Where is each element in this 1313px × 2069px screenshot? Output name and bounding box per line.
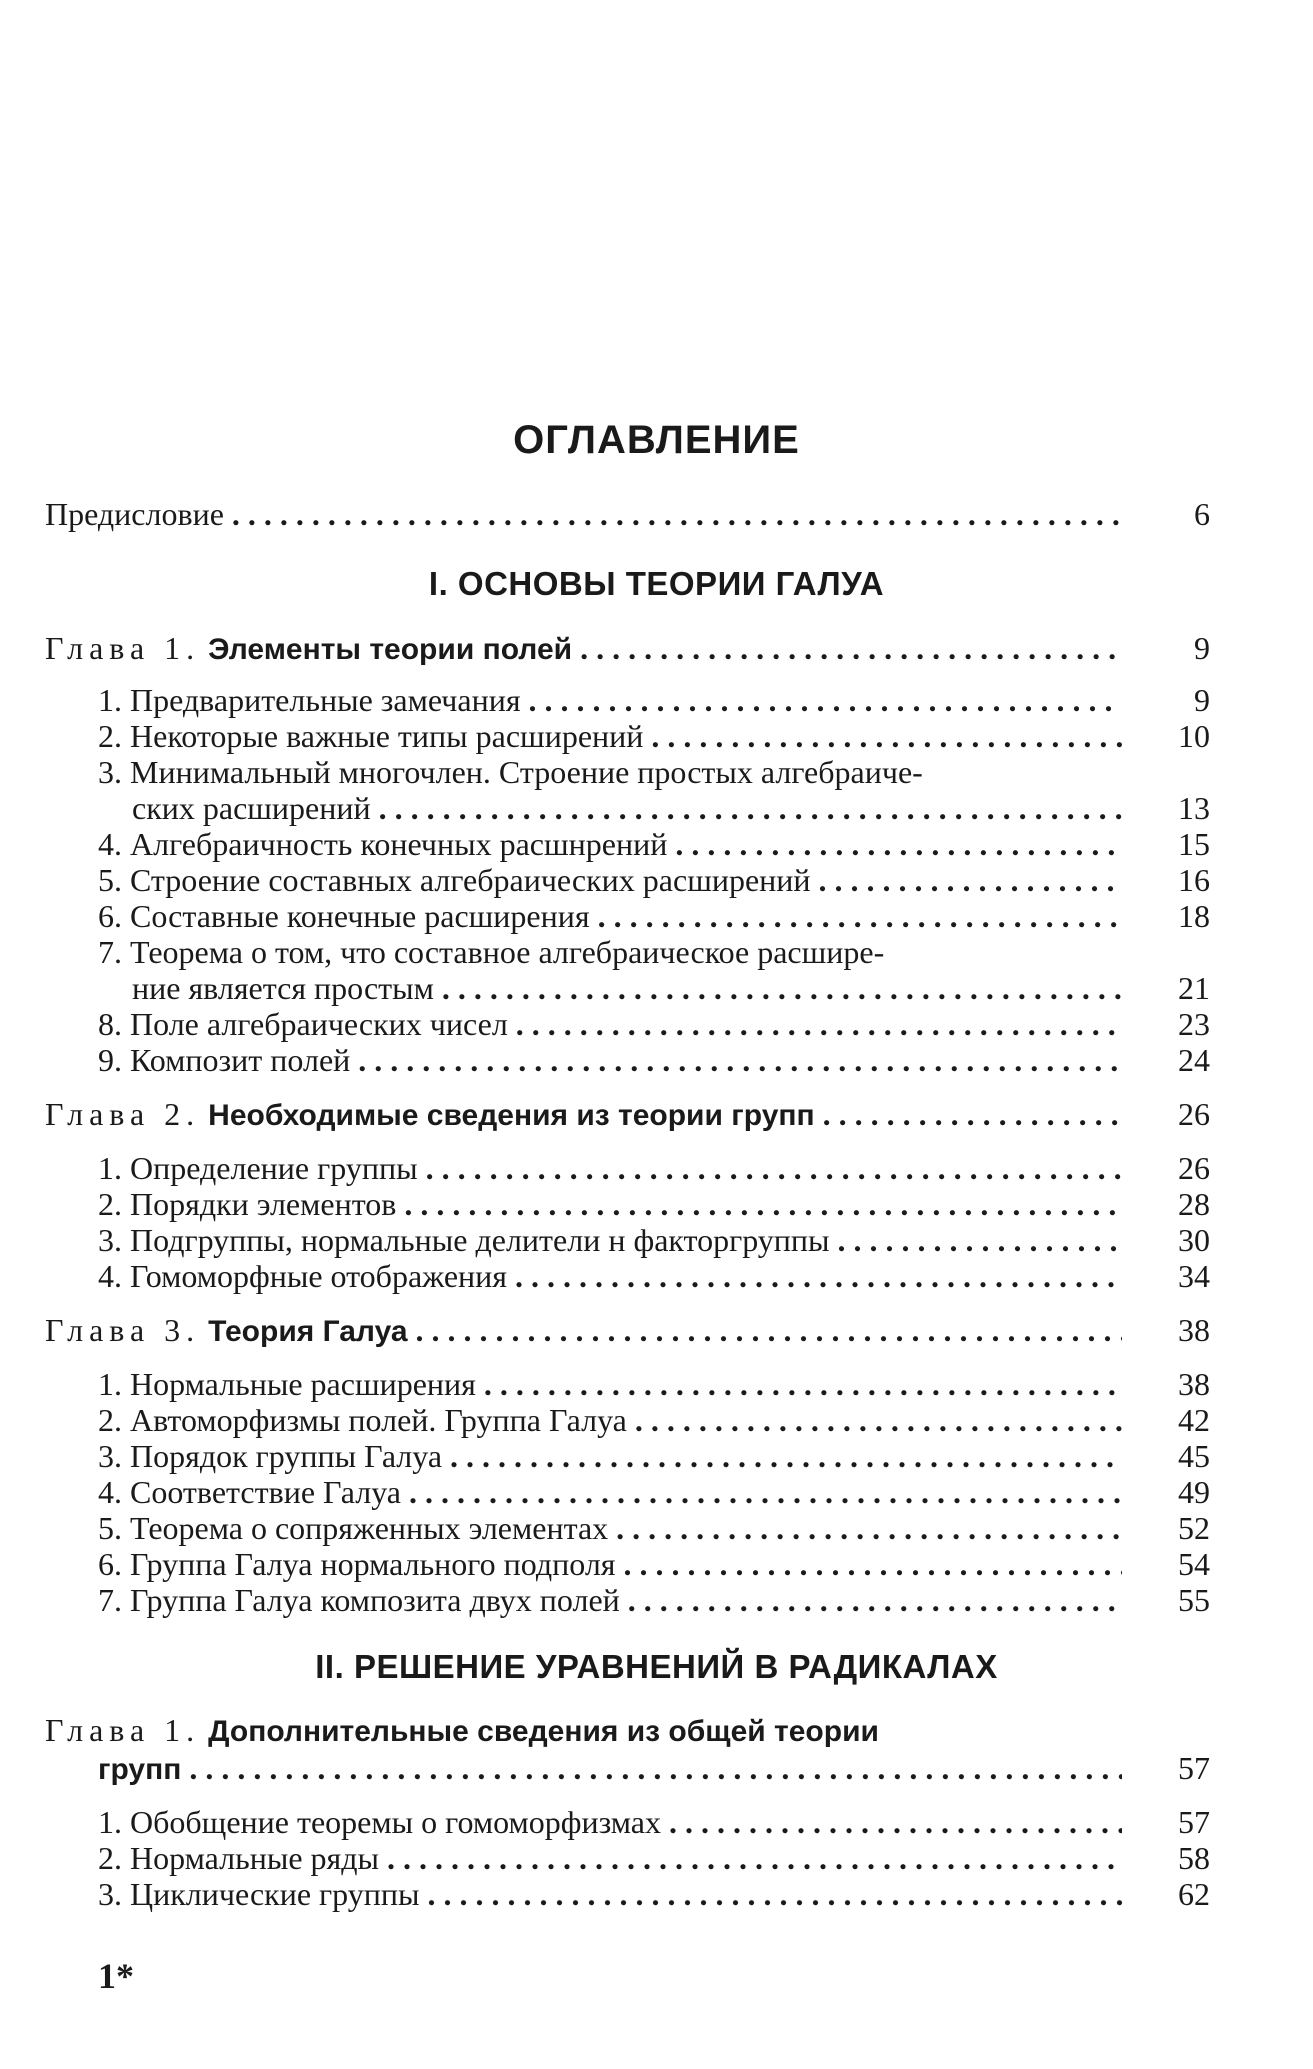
dot-leader (624, 1546, 1123, 1583)
toc-entry-label: 2. Порядки элементов (98, 1186, 397, 1222)
toc-entry-label: 1. Определение группы (98, 1150, 418, 1186)
toc-page-number: 58 (1178, 1840, 1210, 1876)
chapter-prefix: Глава 1. (45, 630, 201, 666)
toc-page-number: 49 (1178, 1474, 1210, 1510)
page-folio: 1* (98, 1956, 134, 1996)
dot-leader (838, 1222, 1122, 1259)
toc-page-number: 30 (1178, 1222, 1210, 1258)
toc-entry[interactable] (98, 826, 1130, 862)
toc-entry[interactable] (132, 970, 1130, 1006)
chapter-prefix: Глава 2. (45, 1096, 201, 1132)
chapter-title: Необходимые сведения из теории групп (208, 1099, 815, 1132)
toc-page-number: 15 (1178, 826, 1210, 862)
chapter-title: Дополнительные сведения из общей теории (208, 1715, 879, 1748)
dot-leader (409, 1474, 1122, 1511)
toc-entry-label: 8. Поле алгебраических чисел (98, 1006, 508, 1042)
toc-entry-label-continued: ние является простым (132, 970, 434, 1006)
toc-entry[interactable] (98, 718, 1130, 754)
toc-entry-label: 5. Теорема о сопряженных элементах (98, 1510, 609, 1546)
toc-page-number: 38 (1178, 1366, 1210, 1402)
toc-chapter[interactable] (45, 1312, 1130, 1348)
dot-leader (442, 970, 1122, 1007)
dot-leader (404, 1186, 1122, 1223)
toc-entry[interactable] (98, 898, 1130, 934)
toc-entry-label: 3. Циклические группы (98, 1876, 420, 1912)
page-title: ОГЛАВЛЕНИЕ (513, 418, 800, 462)
dot-leader (416, 1312, 1122, 1349)
toc-entry[interactable] (98, 1402, 1130, 1438)
toc-entry-label: 3. Минимальный многочлен. Строение простых алгебраиче- (98, 754, 923, 790)
toc-entry-label: 4. Гомоморфные отображения (98, 1258, 508, 1294)
toc-page-number: 24 (1178, 1042, 1210, 1078)
toc-page-number: 21 (1178, 970, 1210, 1006)
toc-entry-label: 7. Группа Галуа композита двух полей (98, 1582, 620, 1618)
dot-leader (819, 862, 1122, 899)
dot-leader (484, 1366, 1122, 1403)
toc-page-number: 57 (1178, 1804, 1210, 1840)
dot-leader (450, 1438, 1122, 1475)
toc-entry-label-continued: ских расширений (132, 790, 371, 826)
toc-chapter[interactable] (45, 630, 1130, 666)
toc-entry-label: 9. Композит полей (98, 1042, 351, 1078)
toc-page-number: 26 (1178, 1096, 1210, 1132)
dot-leader (635, 1402, 1122, 1439)
dot-leader (189, 1750, 1122, 1787)
chapter-prefix: Глава 3. (45, 1312, 201, 1348)
toc-entry-label: 2. Нормальные ряды (98, 1840, 380, 1876)
chapter-title: Элементы теории полей (208, 633, 573, 666)
toc-page-number: 13 (1178, 790, 1210, 826)
toc-page-number: 28 (1178, 1186, 1210, 1222)
toc-page-number: 18 (1178, 898, 1210, 934)
chapter-prefix: Глава 1. (45, 1712, 201, 1748)
toc-entry[interactable] (98, 1510, 1130, 1546)
toc-page-number: 10 (1178, 718, 1210, 754)
toc-entry-label: 5. Строение составных алгебраических расширений (98, 862, 811, 898)
toc-entry-preface[interactable] (45, 496, 1130, 532)
toc-page-number: 52 (1178, 1510, 1210, 1546)
toc-entry[interactable] (98, 1006, 1130, 1042)
toc-page-number: 38 (1178, 1312, 1210, 1348)
toc-page-number: 6 (1194, 496, 1210, 532)
dot-leader (387, 1840, 1122, 1877)
toc-entry[interactable] (98, 1258, 1130, 1294)
toc-chapter-continued[interactable] (98, 1750, 1130, 1786)
dot-leader (428, 1876, 1123, 1913)
dot-leader (580, 630, 1122, 667)
chapter-title: Теория Галуа (208, 1315, 408, 1348)
dot-leader (651, 718, 1122, 755)
dot-leader (516, 1006, 1122, 1043)
dot-leader (232, 496, 1122, 533)
toc-page-number: 57 (1178, 1750, 1210, 1786)
toc-entry[interactable] (98, 1474, 1130, 1510)
toc-entry-label: 2. Автоморфизмы полей. Группа Галуа (98, 1402, 627, 1438)
toc-page-number: 16 (1178, 862, 1210, 898)
dot-leader (515, 1258, 1122, 1295)
toc-entry-label: 3. Порядок группы Галуа (98, 1438, 443, 1474)
toc-entry-label: 4. Соответствие Галуа (98, 1474, 401, 1510)
toc-entry[interactable] (98, 1546, 1130, 1582)
dot-leader (379, 790, 1122, 827)
toc-entry[interactable] (98, 1840, 1130, 1876)
toc-entry-label: 3. Подгруппы, нормальные делители н факторгруппы (98, 1222, 830, 1258)
dot-leader (675, 826, 1122, 863)
toc-entry-label: 4. Алгебраичность конечных расшнрений (98, 826, 668, 862)
toc-entry-label: 7. Теорема о том, что составное алгебраическое расшире- (98, 934, 885, 970)
toc-entry-label: 6. Группа Галуа нормального подполя (98, 1546, 616, 1582)
toc-entry[interactable] (132, 790, 1130, 826)
toc-page-number: 55 (1178, 1582, 1210, 1618)
toc-entry[interactable] (98, 862, 1130, 898)
toc-chapter[interactable] (45, 1712, 879, 1749)
toc-entry[interactable] (98, 1438, 1130, 1474)
toc-entry-label: 2. Некоторые важные типы расширений (98, 718, 644, 754)
dot-leader (598, 898, 1122, 935)
chapter-title-continued: групп (98, 1753, 182, 1786)
toc-page-number: 62 (1178, 1876, 1210, 1912)
toc-page-number: 9 (1194, 682, 1210, 718)
dot-leader (358, 1042, 1122, 1079)
toc-entry[interactable] (98, 1804, 1130, 1840)
dot-leader (669, 1804, 1122, 1841)
toc-entry[interactable] (98, 1222, 1130, 1258)
part-heading: II. РЕШЕНИЕ УРАВНЕНИЙ В РАДИКАЛАХ (315, 1648, 998, 1685)
toc-entry[interactable] (98, 1366, 1130, 1402)
toc-page-number: 9 (1194, 630, 1210, 666)
toc-entry-label: 1. Нормальные расширения (98, 1366, 476, 1402)
toc-entry[interactable] (98, 1042, 1130, 1078)
toc-page-number: 23 (1178, 1006, 1210, 1042)
toc-entry[interactable] (98, 682, 1130, 718)
toc-entry-label: 6. Составные конечные расширения (98, 898, 590, 934)
toc-chapter[interactable] (45, 1096, 1130, 1132)
dot-leader (426, 1150, 1122, 1187)
part-heading: I. ОСНОВЫ ТЕОРИИ ГАЛУА (428, 565, 885, 602)
toc-entry[interactable] (98, 1150, 1130, 1186)
dot-leader (529, 682, 1122, 719)
toc-entry-label: 1. Обобщение теоремы о гомоморфизмах (98, 1804, 661, 1840)
toc-entry[interactable] (98, 1582, 1130, 1618)
toc-page-number: 54 (1178, 1546, 1210, 1582)
toc-page-number: 34 (1178, 1258, 1210, 1294)
toc-entry-label: Предисловие (45, 496, 224, 532)
toc-entry-label: 1. Предварительные замечания (98, 682, 521, 718)
toc-page-number: 45 (1178, 1438, 1210, 1474)
toc-page-number: 26 (1178, 1150, 1210, 1186)
dot-leader (823, 1096, 1122, 1133)
dot-leader (628, 1582, 1122, 1619)
toc-page-number: 42 (1178, 1402, 1210, 1438)
toc-entry[interactable] (98, 1186, 1130, 1222)
dot-leader (616, 1510, 1122, 1547)
toc-entry[interactable] (98, 1876, 1130, 1912)
